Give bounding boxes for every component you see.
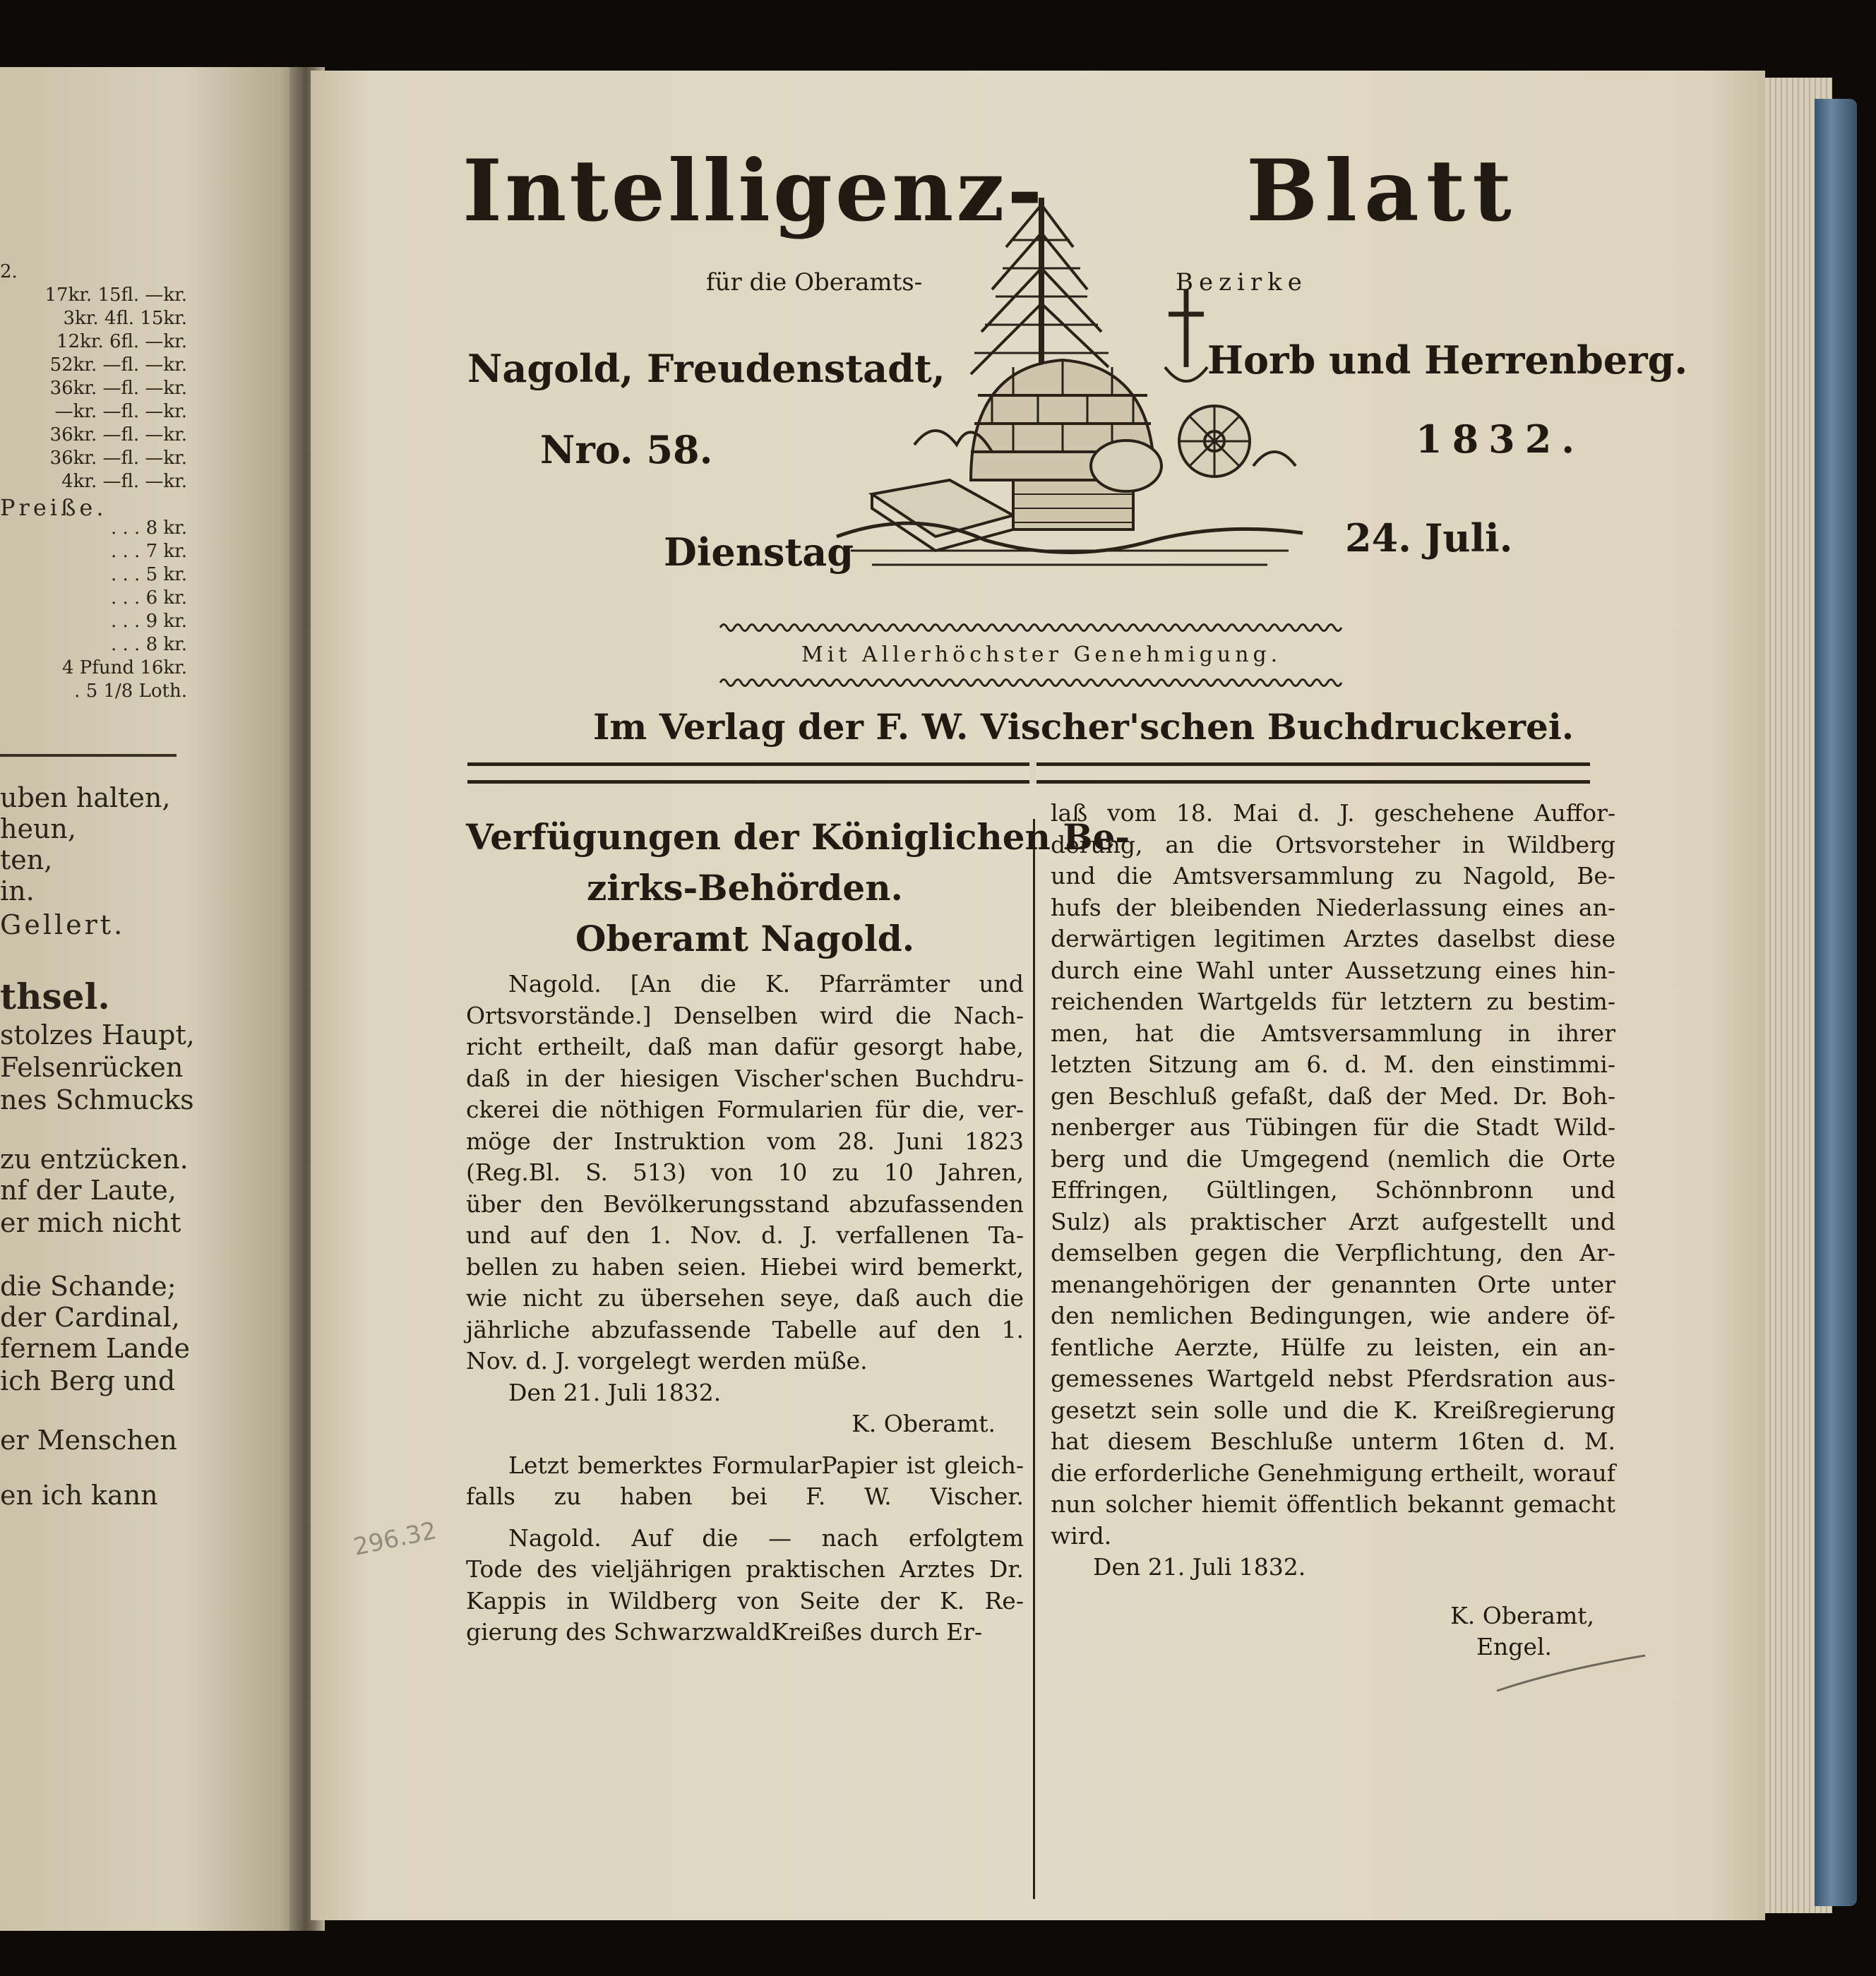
continuation-line: Effringen, Gültlingen, Schönnbronn und [1051,1176,1615,1204]
continuation-line: den nemlichen Bedingungen, wie andere öf- [1051,1302,1615,1329]
office-heading: Oberamt Nagold. [575,918,915,959]
forms-notice-line: bellen zu haben seien. Hiebei wird bemerkt, [466,1252,1024,1281]
poem-line: in. [0,875,35,906]
poem-line: zu entzücken. [0,1144,189,1175]
continuation-line: und die Amtsversammlung zu Nagold, Be- [1051,862,1615,890]
left-page-rule [0,754,177,757]
continuation-line: reichenden Wartgelds für letztern zu bestim- [1051,988,1615,1015]
forms-notice-line: über den Bevölkerungsstand abzufassenden [466,1190,1024,1218]
section-heading-line-1: Verfügungen der Königlichen Be- [466,816,1130,858]
poem-line: Gellert. [0,909,126,940]
forms-notice-line: Nov. d. J. vorgelegt werden müße. [466,1347,868,1375]
physician-appointment-line: Nagold. Auf die — nach erfolgtem [508,1523,1024,1552]
forms-notice-line: ckerei die nöthigen Formularien für die, ver- [466,1096,1024,1123]
price-line: 36kr. —fl. —kr. [49,424,187,445]
signature-1: K. Oberamt. [852,1410,996,1437]
poem-line: er Menschen [0,1425,177,1456]
publisher-line: Im Verlag der F. W. Vischer'schen Buchdruckerei. [593,706,1575,748]
price-line: . . . 8 kr. [111,517,187,539]
physician-appointment-line: Tode des vieljährigen praktischen Arztes Dr. [466,1555,1024,1583]
poem-line: die Schande; [0,1271,177,1302]
price-line: 17kr. 15fl. —kr. [44,285,187,306]
forms-notice-line: Ortsvorstände.] Denselben wird die Nach- [466,1001,1024,1029]
continuation-line: fentliche Aerzte, Hülfe zu leisten, ein an- [1051,1333,1615,1361]
dateline-1: Den 21. Juli 1832. [508,1378,722,1406]
forms-notice-line: (Reg.Bl. S. 513) von 10 zu 10 Jahren, [466,1158,1024,1186]
continuation-line: die erforderliche Genehmigung ertheilt, worauf [1051,1459,1615,1487]
continuation-line: menangehörigen der genannten Orte unter [1051,1270,1615,1298]
pencil-annotation: 296.32 [351,1516,439,1562]
price-line: Preiße. [0,494,107,521]
poem-line: thsel. [0,976,110,1017]
forms-notice-line: richt ertheilt, daß man dafür gesorgt habe, [466,1033,1024,1060]
poem-line: Felsenrücken [0,1052,184,1083]
price-line: . . . 5 kr. [111,564,187,585]
forms-notice-line: jährliche abzufassende Tabelle auf den 1. [466,1315,1024,1343]
continuation-line: gesetzt sein solle und die K. Kreißregierung [1051,1396,1615,1424]
continuation-line: berg und die Umgegend (nemlich die Orte [1051,1144,1615,1173]
forms-notice-line: Nagold. [An die K. Pfarrämter und [508,970,1024,998]
column-divider [1033,819,1035,1899]
issue-number: Nro. 58. [540,427,713,472]
continuation-line: gen Beschluß gefaßt, daß der Med. Dr. Boh- [1051,1082,1615,1110]
issue-date: 24. Juli. [1345,515,1513,561]
continuation-line: hufs der bleibenden Niederlassung eines an- [1051,893,1615,921]
continuation-line: Sulz) als praktischer Arzt aufgestellt und [1051,1207,1615,1235]
price-line: . . . 6 kr. [111,587,187,609]
masthead-rule-break [1029,760,1036,784]
continuation-line: laß vom 18. Mai d. J. geschehene Auffor- [1051,799,1615,827]
price-line: 36kr. —fl. —kr. [49,448,187,469]
price-line: . . . 7 kr. [111,541,187,562]
price-line: . 5 1/8 Loth. [74,681,187,702]
poem-line: nes Schmucks [0,1084,194,1115]
price-line: 36kr. —fl. —kr. [49,378,187,399]
continuation-line: nenberger aus Tübingen für die Stadt Wild- [1051,1113,1615,1141]
physician-appointment-line: Kappis in Wildberg von Seite der K. Re- [466,1586,1024,1615]
issue-weekday: Dienstag [664,529,854,575]
poem-line: ten, [0,844,53,875]
price-line: 3kr. 4fl. 15kr. [63,308,187,329]
ornamental-rule-bottom [720,676,1342,689]
signature-flourish [1497,1652,1645,1694]
column-right [1051,798,1615,1663]
signature-name: Engel. [1476,1633,1552,1660]
continuation-line: demselben gegen die Verpflichtung, den Ar- [1051,1239,1615,1267]
price-line: 4kr. —fl. —kr. [61,471,187,492]
poem-line: ich Berg und [0,1365,176,1396]
column-left [466,812,1130,1648]
continuation-line: nun solcher hiemit öffentlich bekannt gemacht [1051,1490,1615,1518]
book-cover [1815,99,1857,1906]
continuation-line: hat diesem Beschluße unterm 16ten d. M. [1051,1427,1615,1455]
issue-year: 1832. [1416,417,1585,462]
notice-line-1: Letzt bemerktes FormularPapier ist gleich- [508,1451,1024,1479]
privilege-line: Mit Allerhöchster Genehmigung. [801,642,1282,667]
continuation-line: letzten Sitzung am 6. d. M. den einstimmi- [1051,1050,1615,1078]
continuation-line: derung, an die Ortsvorsteher in Wildberg [1051,830,1615,858]
masthead-vignette-illustration [830,184,1310,579]
masthead-title-right: Blatt [1246,141,1519,241]
paragraph-physician-appointment [466,1523,1024,1648]
poem-line: stolzes Haupt, [0,1019,195,1050]
paragraph-continuation [1051,798,1615,1552]
physician-appointment-line: gierung des SchwarzwaldKreißes durch Er- [466,1618,983,1646]
forms-notice-line: möge der Instruktion vom 28. Juni 1823 [466,1127,1024,1155]
price-line: 4 Pfund 16kr. [62,657,187,678]
forms-notice-line: wie nicht zu übersehen seye, daß auch die [466,1284,1024,1312]
masthead-subtitle-left: für die Oberamts- [706,268,923,297]
price-line: —kr. —fl. —kr. [54,401,187,422]
poem-line: uben halten, [0,782,171,813]
masthead-towns-left: Nagold, Freudenstadt, [467,346,945,391]
masthead-double-rule [467,762,1590,784]
price-line: 2. [0,261,18,282]
continuation-line: gemessenes Wartgeld nebst Pferdsration aus- [1051,1365,1615,1392]
forms-notice-line: und auf den 1. Nov. d. J. verfallenen Ta- [466,1221,1024,1249]
price-line: . . . 9 kr. [111,611,187,632]
masthead-subtitle-right: Bezirke [1176,268,1308,297]
continuation-line: durch eine Wahl unter Aussetzung eines hin- [1051,956,1615,984]
price-line: . . . 8 kr. [111,634,187,655]
price-line: 52kr. —fl. —kr. [49,354,187,376]
continuation-line: wird. [1051,1521,1112,1550]
paragraph-forms-notice [466,969,1024,1377]
poem-line: en ich kann [0,1480,158,1511]
continuation-line: derwärtigen legitimen Arztes daselbst diese [1051,925,1615,952]
ornamental-rule-top [720,621,1342,634]
forms-notice-line: daß in der hiesigen Vischer'schen Buchdru- [466,1064,1024,1092]
dateline-2: Den 21. Juli 1832. [1093,1553,1306,1581]
notice-line-2: falls zu haben bei F. W. Vischer. [466,1483,1024,1510]
poem-line: fernem Lande [0,1333,190,1364]
price-line: 12kr. 6fl. —kr. [56,331,187,352]
masthead-towns-right: Horb und Herrenberg. [1207,337,1688,383]
continuation-line: men, hat die Amtsversammlung in ihrer [1051,1019,1615,1047]
poem-line: er mich nicht [0,1207,181,1238]
poem-line: nf der Laute, [0,1175,177,1206]
poem-line: der Cardinal, [0,1302,180,1333]
masthead-title-left: Intelligenz- [462,141,1046,241]
poem-line: heun, [0,813,76,844]
section-heading-line-2: zirks-Behörden. [587,867,903,909]
signature-office: K. Oberamt, [1450,1601,1594,1629]
